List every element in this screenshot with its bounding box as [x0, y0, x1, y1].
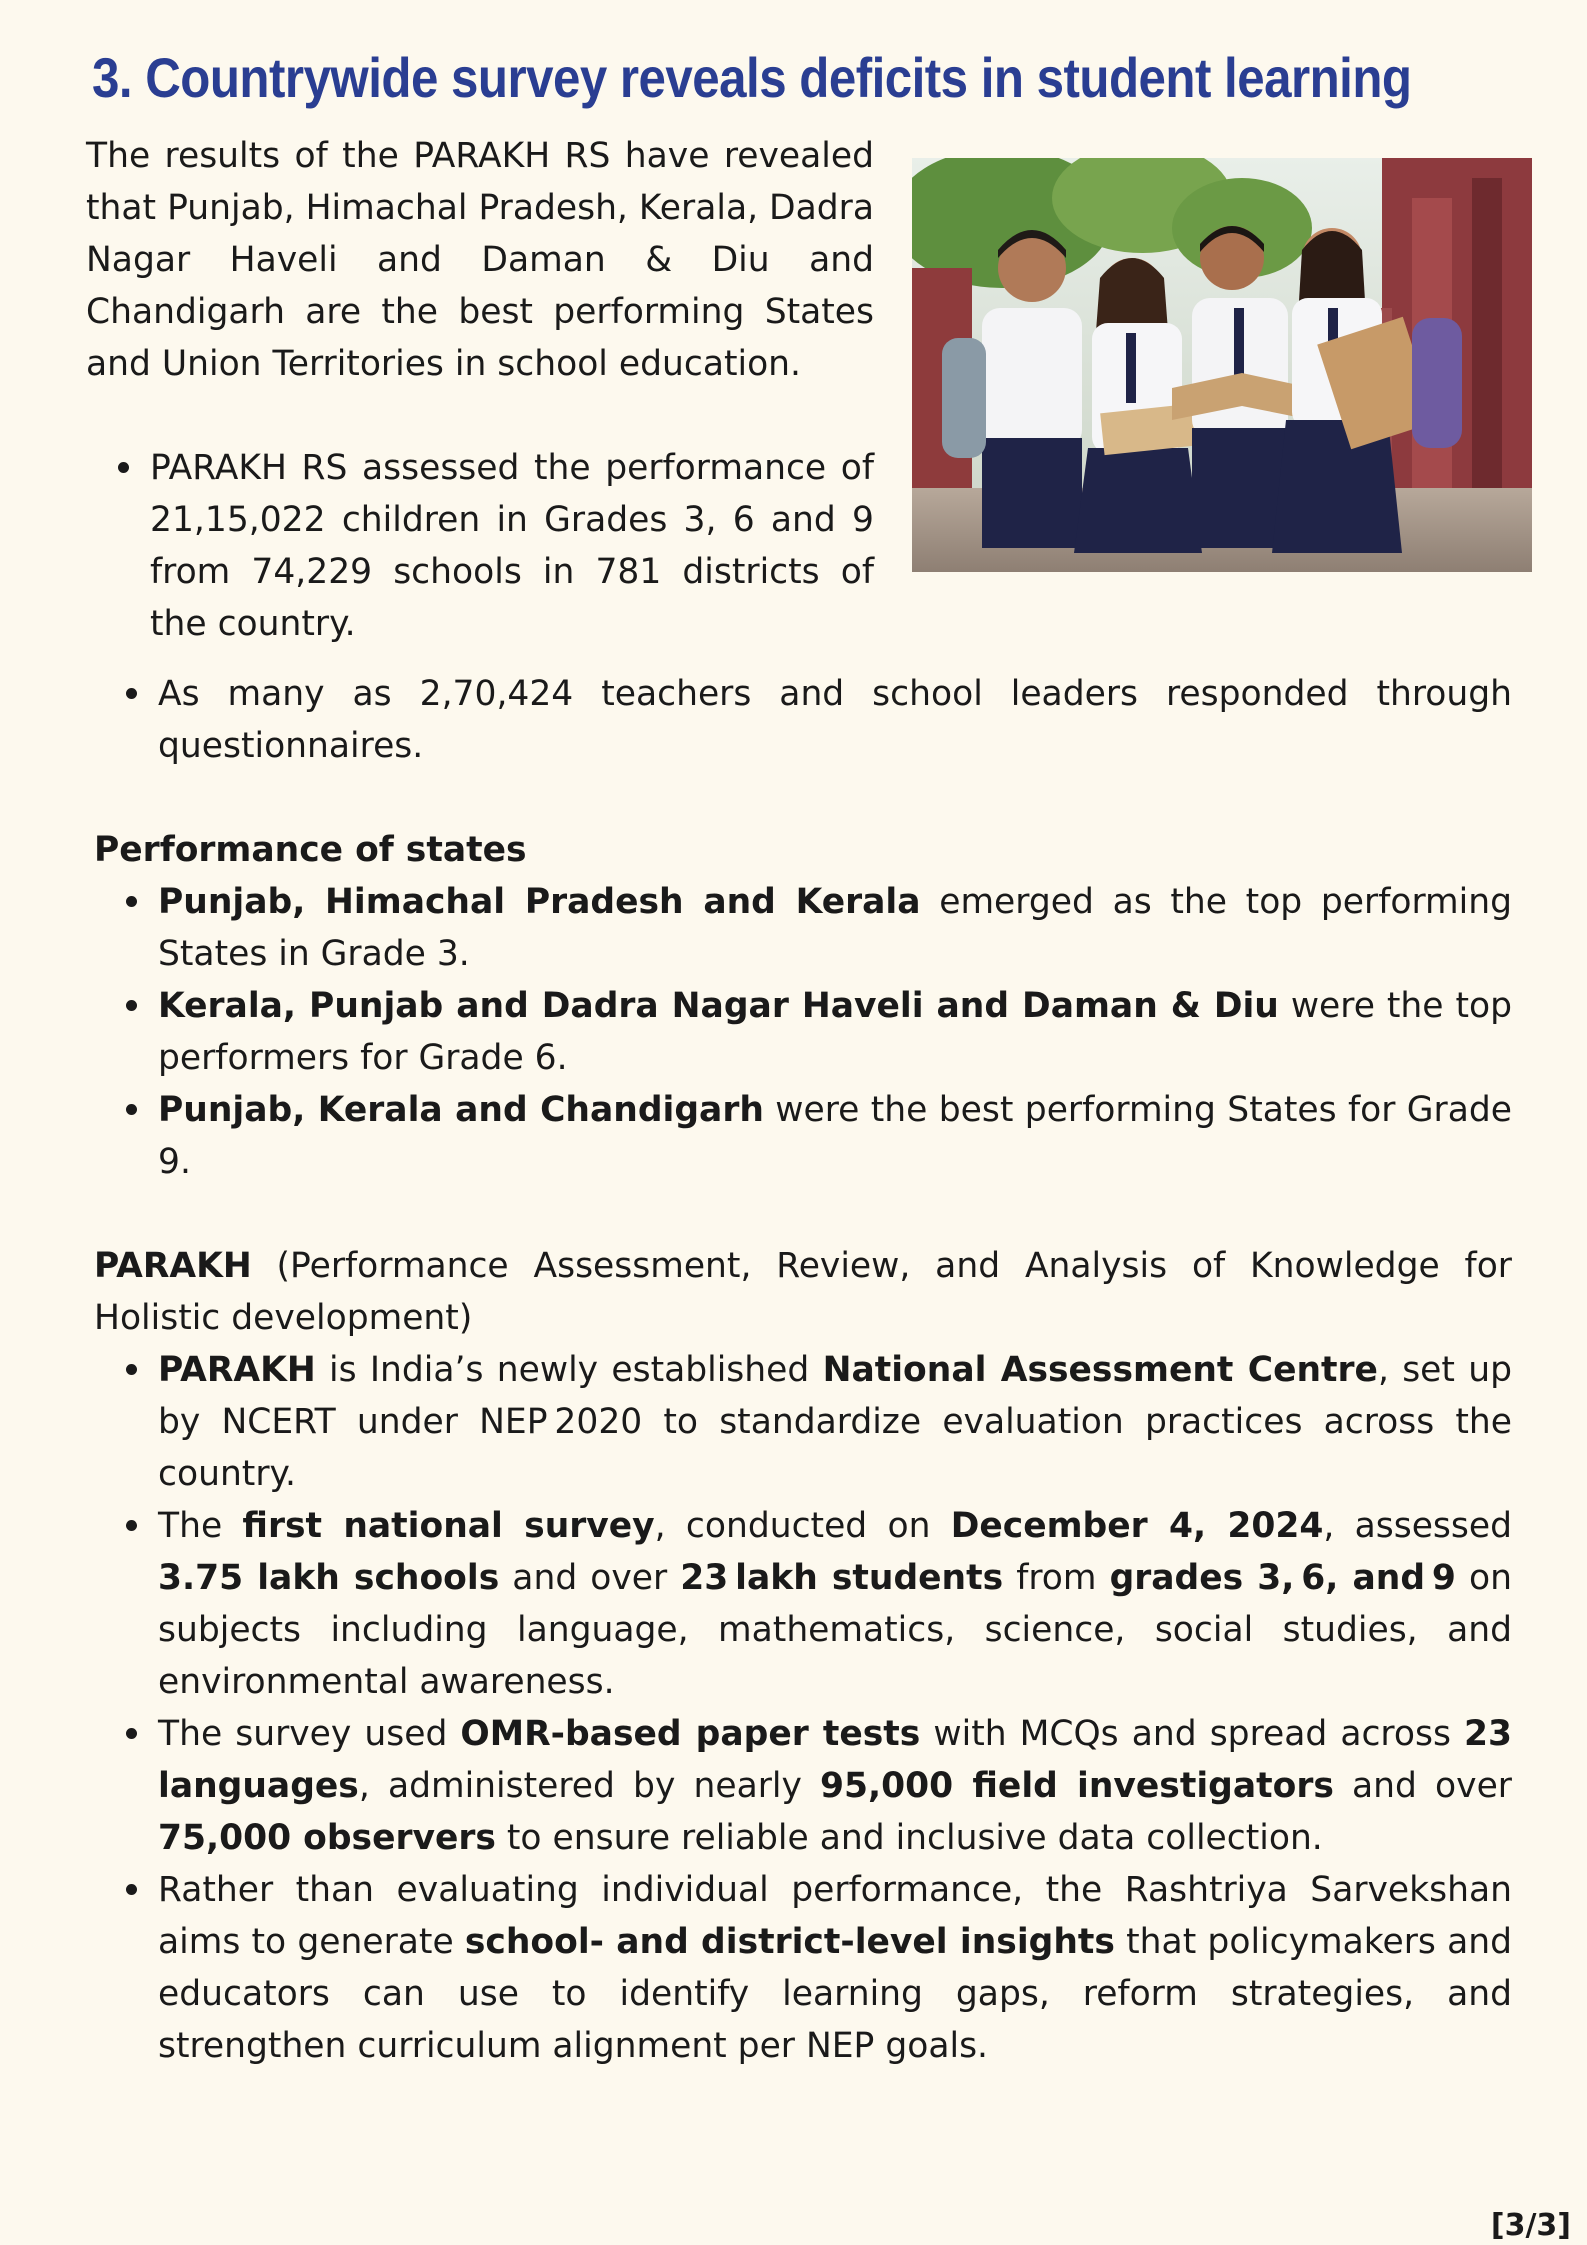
list-item: PARAKH is India’s newly established National Assessment Centre, set up by NCERT under NEP 2020 to standardize evaluation practices across the country.	[94, 1344, 1512, 1500]
list-item: Punjab, Himachal Pradesh and Kerala emerged as the top performing States in Grade 3.	[94, 876, 1512, 980]
bullet-icon	[126, 1000, 137, 1011]
students-photo-illustration	[912, 158, 1532, 572]
page-title: 3. Countrywide survey reveals deficits in student learning	[92, 46, 1412, 109]
list-item: Rather than evaluating individual performance, the Rashtriya Sarvekshan aims to generate school- and district-level insights that policymakers and educators can use to identify learning gaps, reform strategies, and strengthen curriculum alignment per NEP goals.	[94, 1864, 1512, 2072]
list-item: PARAKH RS assessed the performance of 21,15,022 children in Grades 3, 6 and 9 from 74,229 schools in 781 districts of the country.	[86, 442, 874, 650]
intro-paragraph: The results of the PARAKH RS have revealed that Punjab, Himachal Pradesh, Kerala, Dadra Nagar Haveli and Daman & Diu and Chandigarh are the best performing States and Union Territories in school education.	[86, 136, 874, 384]
bullet-icon	[126, 1520, 137, 1531]
list-item: The first national survey, conducted on December 4, 2024, assessed 3.75 lakh schools and over 23 lakh students from grades 3, 6, and 9 on subjects including language, mathematics, science, social studies, and environmental awareness.	[94, 1500, 1512, 1708]
bullet-icon	[126, 1728, 137, 1739]
list-item: The survey used OMR-based paper tests with MCQs and spread across 23 languages, administered by nearly 95,000 field investigators and over 75,000 observers to ensure reliable and inclusive data collection.	[94, 1708, 1512, 1864]
bullet-icon	[126, 1364, 137, 1375]
teachers-bullet-list	[94, 668, 1512, 772]
parakh-list	[94, 1344, 1512, 2072]
performance-heading: Performance of states	[94, 830, 527, 870]
performance-list	[94, 876, 1512, 1188]
bullet-icon	[126, 688, 137, 699]
bullet-icon	[118, 462, 129, 473]
bullet-icon	[126, 1884, 137, 1895]
list-item: Kerala, Punjab and Dadra Nagar Haveli and Daman & Diu were the top performers for Grade 6.	[94, 980, 1512, 1084]
parakh-definition: PARAKH (Performance Assessment, Review, and Analysis of Knowledge for Holistic development)	[94, 1246, 1512, 1338]
page-number: [3/3]	[1490, 2208, 1571, 2243]
bullet-icon	[126, 1104, 137, 1115]
list-item: As many as 2,70,424 teachers and school leaders responded through questionnaires.	[94, 668, 1512, 772]
students-photo	[912, 158, 1532, 572]
top-bullet-list	[86, 442, 874, 650]
list-item: Punjab, Kerala and Chandigarh were the best performing States for Grade 9.	[94, 1084, 1512, 1188]
bullet-icon	[126, 896, 137, 907]
